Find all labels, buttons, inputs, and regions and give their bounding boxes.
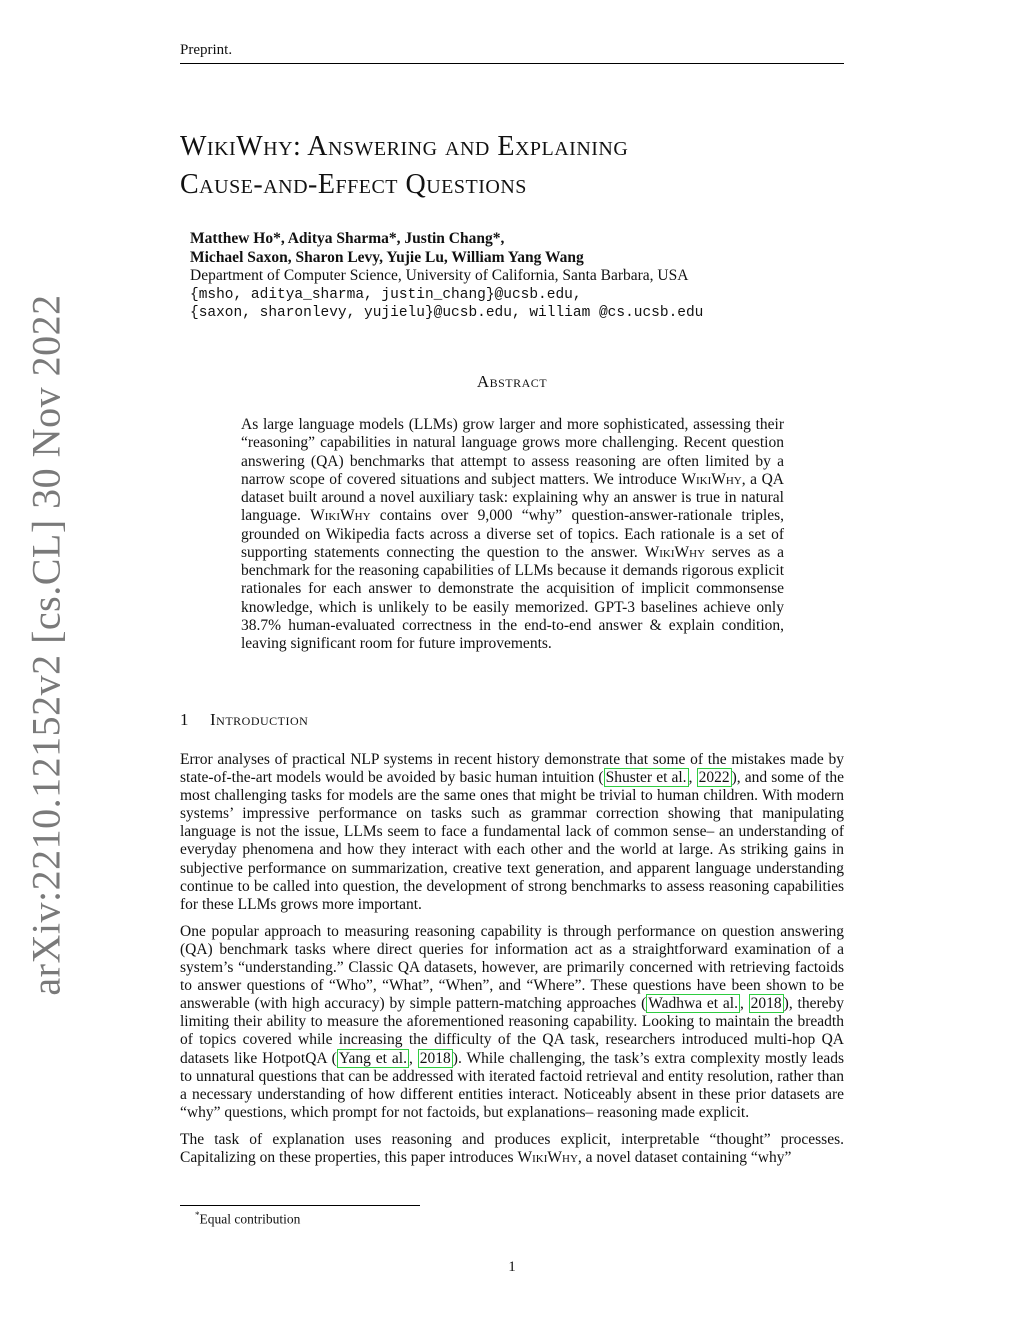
title-line-2: Cause-and-Effect Questions bbox=[180, 169, 527, 200]
footnote-mark: * bbox=[195, 1210, 200, 1220]
section-heading-introduction bbox=[180, 710, 308, 730]
section-number: 1 bbox=[180, 710, 189, 729]
paragraph bbox=[180, 1131, 844, 1167]
dataset-name: WikiWhy bbox=[517, 1148, 578, 1166]
citation-link-shuster[interactable]: Shuster et al. bbox=[605, 769, 687, 787]
citation-year-link-yang[interactable]: 2018 bbox=[419, 1049, 451, 1067]
citation-year-link-wadhwa[interactable]: 2018 bbox=[750, 995, 782, 1013]
email-line-2: {saxon, sharonlevy, yujielu}@ucsb.edu, william @cs.ucsb.edu bbox=[190, 305, 704, 321]
title-line-1: WikiWhy: Answering and Explaining bbox=[180, 131, 629, 162]
citation-link-wadhwa[interactable]: Wadhwa et al. bbox=[648, 995, 738, 1013]
dataset-name: WikiWhy bbox=[644, 543, 706, 561]
page-number: 1 bbox=[508, 1259, 516, 1275]
citation-year-link-shuster[interactable]: 2022 bbox=[698, 769, 730, 787]
paragraph-text: One popular approach to measuring reasoning capability is through performance on question answering (QA) benchmark tasks where direct queries for information act as a straightforward examination of a system’s “understanding.” Classic QA datasets, however, are primarily concerned with retrieving factoids to answer questions of “Who”, “What”, “When”, and “Where”. These questions have been shown to be answerable (with high accuracy) by simple pattern-matching approaches ( bbox=[180, 922, 844, 1013]
paper-title bbox=[180, 128, 844, 204]
footnote-text: Equal contribution bbox=[199, 1211, 301, 1227]
dataset-name: WikiWhy bbox=[310, 507, 371, 525]
paragraph-text: The task of explanation uses reasoning and produces explicit, interpretable “thought” processes. Capitalizing on these properties, this paper introduces bbox=[180, 1130, 844, 1166]
introduction-body bbox=[180, 751, 844, 1176]
author-names-line-1: Matthew Ho*, Aditya Sharma*, Justin Chang*, bbox=[190, 230, 505, 247]
abstract-text: contains over 9,000 “why” question-answer-rationale triples, grounded on Wikipedia facts across a diverse set of topics. Each rationale is a set of supporting statements connecting the question to the answer. bbox=[241, 507, 784, 561]
email-line-1: {msho, aditya_sharma, justin_chang}@ucsb.edu, bbox=[190, 286, 582, 303]
author-names-line-2: Michael Saxon, Sharon Levy, Yujie Lu, William Yang Wang bbox=[190, 248, 584, 266]
paragraph-text: ), and some of the most challenging tasks for models are the same ones that might be trivial to human children. With modern systems’ impressive performance on tasks such as grammar correction showing that manipulating language is not the issue, LLMs seem to face a fundamental lack of common sense– an understanding of everyday phenomena and how they interact with each other and the world at large. As striking gains in subjective performance on summarization, creative text generation, and apparent language understanding continue to be called into question, the development of strong benchmarks to assess reasoning capabilities for these LLMs grows more important. bbox=[180, 769, 845, 913]
paragraph-text: ). While challenging, the task’s extra complexity mostly leads to unnatural questions that can be addressed with iterated factoid retrieval and entity resolution, rather than a necessary understanding of how different entities interact. Noticeably absent in these prior datasets are “why” questions, which prompt for not factoids, but explanations– reasoning made explicit. bbox=[180, 1049, 844, 1121]
paragraph-text: , a novel dataset containing “why” bbox=[577, 1148, 792, 1166]
arxiv-side-stamp: arXiv:2210.12152v2 [cs.CL] 30 Nov 2022 bbox=[23, 294, 69, 996]
abstract-text: As large language models (LLMs) grow larger and more sophisticated, assessing their “reasoning” capabilities in natural language grows more challenging. Recent question answering (QA) benchmarks that attempt to assess reasoning are often limited by a narrow scope of covered situations and subject matters. We introduce bbox=[241, 416, 784, 488]
author-block bbox=[190, 230, 840, 323]
paragraph-text: Error analyses of practical NLP systems in recent history demonstrate that some of the mistakes made by state-of-the-art models would be avoided by basic human intuition ( bbox=[180, 751, 844, 787]
abstract-heading: Abstract bbox=[476, 372, 548, 391]
citation-link-yang[interactable]: Yang et al. bbox=[338, 1049, 407, 1067]
paragraph: One popular approach to measuring reasoning capability is through performance on question answering (QA) benchmark tasks where direct queries for information act as a straightforward examination of a system’s “understanding.” Classic QA datasets, however, are primarily concerned with retrieving factoids to answer questions of “Who”, “What”, “When”, and “Where”. These questions have been shown to be answerable (with high accuracy) by simple pattern-matching approaches ( Wadhwa et al. , 2018 ), thereby limiting their ability to measure the aforementioned reasoning capability. Looking to maintain the breadth of topics covered while increasing the difficulty of the QA task, researchers introduced multi-hop QA datasets like HotpotQA ( Yang et al. , 2018 ). While challenging, the task’s extra complexity mostly leads to unnatural questions that can be addressed with iterated factoid retrieval and entity resolution, rather than a necessary understanding of how different entities interact. Noticeably absent in these prior datasets are “why” questions, which prompt for not factoids, but explanations– reasoning made explicit. bbox=[180, 922, 844, 1121]
abstract-body bbox=[241, 416, 784, 653]
running-head: Preprint. bbox=[180, 42, 844, 64]
footnote bbox=[195, 1210, 300, 1228]
section-title: Introduction bbox=[210, 710, 309, 729]
abstract-text: serves as a benchmark for the reasoning capabilities of LLMs because it demands rigorous explicit rationales for each answer to demonstrate the acquisition of implicit commonsense knowledge, which is unlikely to be easily memorized. GPT-3 baselines achieve only 38.7% human-evaluated correctness in the end-to-end answer & explain condition, leaving significant room for future improvements. bbox=[241, 543, 784, 652]
affiliation: Department of Computer Science, University of California, Santa Barbara, USA bbox=[190, 267, 689, 284]
dataset-name: WikiWhy bbox=[681, 470, 742, 488]
footnote-rule bbox=[180, 1205, 420, 1206]
paragraph-text: ), thereby limiting their ability to measure the aforementioned reasoning capability. Looking to maintain the breadth of topics covered while increasing the difficulty of the QA task, researchers introduced multi-hop QA datasets like HotpotQA ( bbox=[180, 995, 844, 1067]
paragraph: Error analyses of practical NLP systems in recent history demonstrate that some of the mistakes made by state-of-the-art models would be avoided by basic human intuition ( Shuster et al. , 2022 ), and some of the most challenging tasks for models are the same ones that might be trivial to human children. With modern systems’ impressive performance on tasks such as grammar correction showing that manipulating language is not the issue, LLMs seem to face a fundamental lack of common sense– an understanding of everyday phenomena and how they interact with each other and the world at large. As striking gains in subjective performance on summarization, creative text generation, and apparent language understanding continue to be called into question, the development of strong benchmarks to assess reasoning capabilities for these LLMs grows more important. bbox=[180, 751, 845, 913]
abstract-text: , a QA dataset built around a novel auxiliary task: explaining why an answer is true in natural language. bbox=[241, 470, 784, 525]
